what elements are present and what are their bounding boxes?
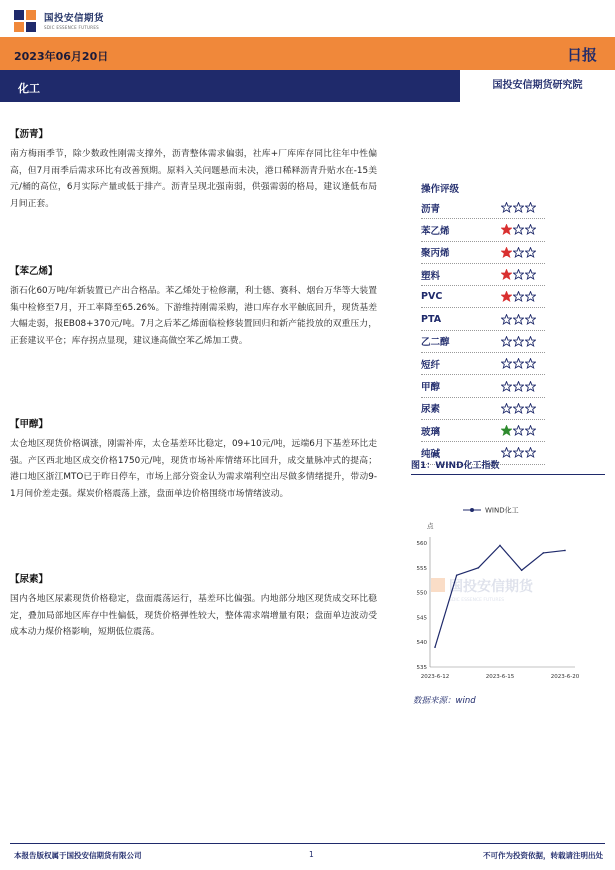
star-outline-icon xyxy=(513,358,524,369)
y-tick-label: 535 xyxy=(416,665,427,671)
rating-stars xyxy=(501,314,536,325)
star-outline-icon xyxy=(501,202,512,213)
star-filled-icon xyxy=(501,291,512,302)
rating-row xyxy=(421,219,545,241)
logo-name: 国投安信期货 xyxy=(44,12,105,24)
rating-row xyxy=(421,308,545,330)
star-outline-icon xyxy=(513,291,524,302)
legend-label: WIND化工 xyxy=(485,506,519,515)
rating-stars xyxy=(501,381,536,392)
section-body: 国内各地区尿素现货价格稳定，盘面震荡运行，基差环比偏强。内地部分地区现货成交环比稳定，叠加局部地区库存中性偏低，现货价格弹性较大，整体需求端增量有限；盘面单边波动受成本动力煤价格影响，短期低位震荡。 xyxy=(10,594,377,637)
y-tick-label: 545 xyxy=(416,615,427,622)
watermark xyxy=(431,578,534,603)
star-outline-icon xyxy=(525,291,536,302)
rating-commodity-name: PTA xyxy=(421,313,442,325)
section-title: 【甲醇】 xyxy=(10,419,49,430)
section-title: 【沥青】 xyxy=(10,129,49,140)
rating-commodity-name: 沥青 xyxy=(421,203,441,215)
star-outline-icon xyxy=(501,403,512,414)
section-body: 南方梅雨季节，除少数政性刚需支撑外，沥青整体需求偏弱，社库+厂库库存同比往年中性偏高，但7月雨季后需求环比有改善预期。原料入关问题悬而未决，港口稀释沥青升贴水在-15美元/桶的高位，6月实际产量或低于排产。沥青呈现北强南弱，供强需弱的格局，建议逢低布局月间正套。 xyxy=(10,149,377,209)
rating-stars xyxy=(501,202,536,213)
watermark-text: 国投安信期货 xyxy=(449,579,533,595)
rating-stars xyxy=(501,269,536,280)
section-body: 浙石化60万吨/年新装置已产出合格品。苯乙烯处于检修潮，利士德、赛科、烟台万华等大装置集中检修至7月，开工率降至65.26%。下游维持刚需采购，港口库存水平触底回升，现货基差大幅走弱，报EB08+370元/吨。7月之后苯乙烯面临检修装置回归和新产能投放的双重压力，正套建议平仓；库存拐点显现，建议逢高做空苯乙烯加工费。 xyxy=(10,286,377,346)
footer-disclaimer: 不可作为投资依据，转载请注明出处 xyxy=(483,851,603,860)
section-methanol xyxy=(10,418,377,502)
rating-commodity-name: 玻璃 xyxy=(421,426,441,438)
header-band-navy xyxy=(0,70,615,102)
page-number: 1 xyxy=(309,850,314,859)
section-title: 【苯乙烯】 xyxy=(10,266,58,277)
rating-row xyxy=(421,353,545,375)
star-outline-icon xyxy=(513,447,524,458)
rating-stars xyxy=(501,247,536,258)
data-point xyxy=(499,545,501,547)
rating-row xyxy=(421,420,545,442)
star-outline-icon xyxy=(525,269,536,280)
y-tick-label: 550 xyxy=(416,590,427,597)
rating-commodity-name: 聚丙烯 xyxy=(421,248,450,260)
footer-copyright: 本报告版权属于国投安信期货有限公司 xyxy=(14,851,142,860)
star-outline-icon xyxy=(513,314,524,325)
star-outline-icon xyxy=(513,403,524,414)
star-outline-icon xyxy=(513,425,524,436)
star-outline-icon xyxy=(501,336,512,347)
section-asphalt xyxy=(10,128,377,212)
star-outline-icon xyxy=(513,336,524,347)
report-type: 日报 xyxy=(566,46,597,64)
data-point xyxy=(434,646,436,648)
star-outline-icon xyxy=(501,447,512,458)
star-outline-icon xyxy=(513,269,524,280)
star-outline-icon xyxy=(525,224,536,235)
footer-divider xyxy=(10,843,605,844)
data-point xyxy=(543,552,545,554)
rating-commodity-name: 尿素 xyxy=(421,404,441,416)
data-point xyxy=(478,567,480,569)
y-tick-label: 540 xyxy=(416,640,427,647)
rating-row xyxy=(421,398,545,420)
rating-stars xyxy=(501,336,536,347)
star-outline-icon xyxy=(525,314,536,325)
rating-commodity-name: 塑料 xyxy=(421,270,441,282)
rating-title: 操作评级 xyxy=(421,184,460,195)
logo-mark-icon xyxy=(14,10,38,34)
figure-title: 图1：WIND化工指数 xyxy=(411,458,605,475)
rating-row xyxy=(421,242,545,264)
x-tick-label: 2023-6-20 xyxy=(550,674,580,680)
rating-row xyxy=(421,264,545,286)
rating-row xyxy=(421,286,545,308)
data-point xyxy=(564,550,566,552)
series-line-wind-chemical xyxy=(435,545,565,647)
star-outline-icon xyxy=(525,202,536,213)
rating-rows xyxy=(421,197,545,465)
watermark-english-text: SDIC ESSENCE FUTURES xyxy=(449,598,505,603)
company-logo xyxy=(14,10,104,34)
section-urea xyxy=(10,573,377,641)
star-outline-icon xyxy=(513,202,524,213)
y-tick-label: 560 xyxy=(416,541,427,547)
rating-stars xyxy=(501,224,536,235)
report-sector: 化工 xyxy=(18,82,40,95)
star-outline-icon xyxy=(525,247,536,258)
rating-commodity-name: PVC xyxy=(421,291,443,303)
x-tick-label: 2023-6-12 xyxy=(420,674,450,680)
rating-commodity-name: 甲醇 xyxy=(421,382,441,394)
star-outline-icon xyxy=(513,381,524,392)
rating-row xyxy=(421,197,545,219)
star-filled-icon xyxy=(501,247,512,258)
header-band-orange xyxy=(0,37,615,70)
star-outline-icon xyxy=(525,358,536,369)
section-title: 【尿素】 xyxy=(10,574,49,585)
research-institute: 国投安信期货研究院 xyxy=(460,70,615,102)
report-date: 2023年06月20日 xyxy=(14,50,109,63)
star-filled-icon xyxy=(501,269,512,280)
operation-rating-table xyxy=(421,181,545,465)
star-outline-icon xyxy=(525,336,536,347)
star-filled-icon xyxy=(501,224,512,235)
star-outline-icon xyxy=(525,447,536,458)
star-outline-icon xyxy=(501,314,512,325)
rating-commodity-name: 乙二醇 xyxy=(421,337,450,349)
y-axis-label: 点 xyxy=(427,522,434,530)
data-point xyxy=(521,569,523,571)
star-outline-icon xyxy=(513,247,524,258)
star-outline-icon xyxy=(525,381,536,392)
star-outline-icon xyxy=(501,381,512,392)
legend-marker xyxy=(470,508,474,512)
x-tick-label: 2023-6-15 xyxy=(485,674,515,680)
y-tick-label: 555 xyxy=(416,565,427,572)
star-outline-icon xyxy=(513,224,524,235)
data-point xyxy=(456,574,458,576)
star-outline-icon xyxy=(501,358,512,369)
rating-commodity-name: 苯乙烯 xyxy=(421,225,450,237)
rating-commodity-name: 短纤 xyxy=(421,359,441,371)
star-outline-icon xyxy=(525,425,536,436)
rating-row xyxy=(421,331,545,353)
logo-english-name: SDIC ESSENCE FUTURES xyxy=(44,25,100,31)
star-filled-icon xyxy=(501,425,512,436)
rating-commodity-name: 纯碱 xyxy=(421,448,441,460)
rating-stars xyxy=(501,291,536,302)
rating-stars xyxy=(501,447,536,458)
figure-source: 数据来源：wind xyxy=(413,696,476,706)
rating-stars xyxy=(501,403,536,414)
section-body: 太仓地区现货价格调涨，刚需补库，太仓基差环比稳定，09+10元/吨，远端6月下基差环比走强。产区西北地区成交价格1750元/吨，现货市场补库情绪环比回升，成交量脉冲式的提高；港口地区浙江MTO已于昨日停车，市场上部分资金认为需求端利空出尽做多情绪提升，带动9-1月间价差走强。煤炭价格震荡上涨，盘面单边价格围绕市场情绪波动。 xyxy=(10,439,377,499)
star-outline-icon xyxy=(525,403,536,414)
rating-row xyxy=(421,375,545,397)
wind-chemical-index-chart xyxy=(405,490,605,690)
rating-stars xyxy=(501,425,536,436)
rating-stars xyxy=(501,358,536,369)
section-styrene xyxy=(10,265,377,349)
watermark-logo-icon xyxy=(431,578,445,592)
